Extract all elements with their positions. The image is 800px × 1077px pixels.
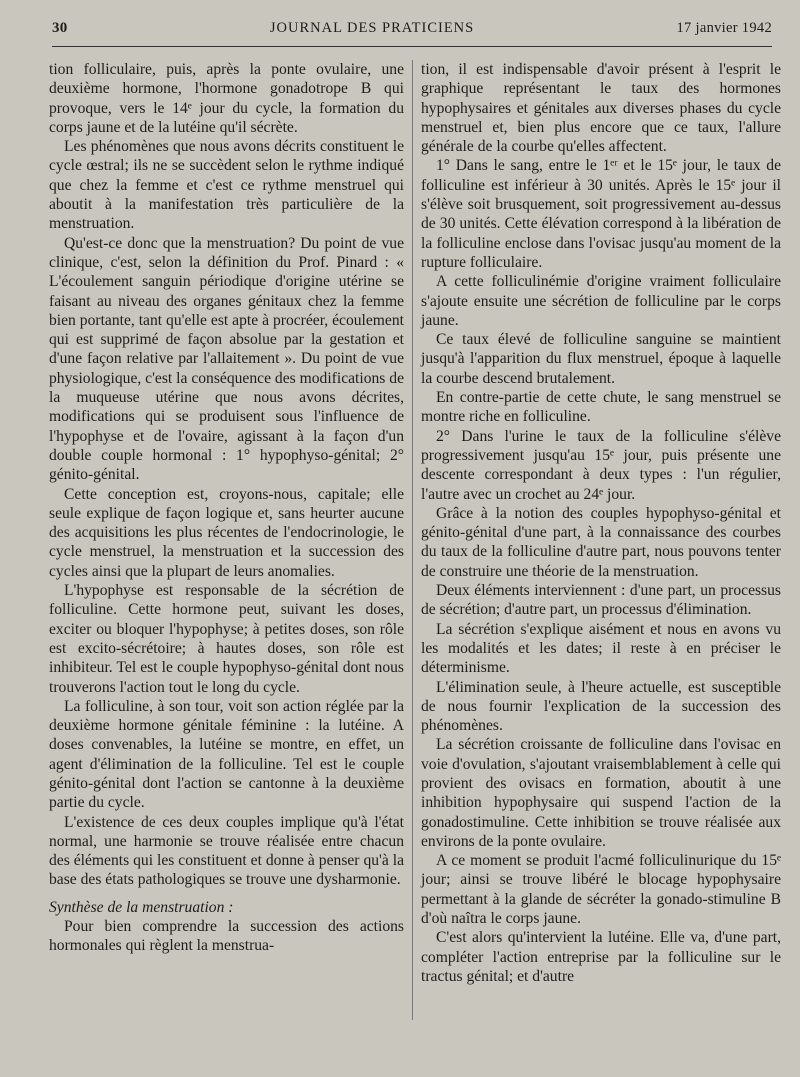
paragraph: Deux éléments interviennent : d'une part, un processus de sécrétion; d'autre part, un processus d'élimination.	[421, 582, 781, 619]
right-column	[421, 60, 781, 986]
paragraph: La sécrétion s'explique aisément et nous en avons vu les modalités et les dates; il reste à en préciser le déterminisme.	[421, 620, 781, 677]
page-number: 30	[52, 20, 68, 36]
paragraph: En contre-partie de cette chute, le sang menstruel se montre riche en folliculine.	[421, 389, 781, 426]
paragraph: Les phénomènes que nous avons décrits constituent le cycle œstral; ils ne se succèdent selon le rythme indiqué que chez la femme et c'est ce rythme menstruel qui aboutit à la manifestation très particulière de la menstruation.	[49, 138, 404, 233]
paragraph: C'est alors qu'intervient la lutéine. Elle va, d'une part, compléter l'action entreprise par la folliculine sur le tractus génital; et d'autre	[421, 929, 781, 985]
left-column	[49, 60, 404, 956]
paragraph: A ce moment se produit l'acmé folliculinurique du 15ᵉ jour; ainsi se trouve libéré le blocage hypophysaire permettant à la glande de sécréter la gonado-stimuline B d'où naîtra le corps jaune.	[421, 852, 781, 928]
issue-date: 17 janvier 1942	[676, 20, 772, 36]
paragraph: A cette folliculinémie d'origine vraiment folliculaire s'ajoute ensuite une sécrétion de folliculine par le corps jaune.	[421, 273, 781, 329]
column-divider	[412, 60, 413, 1020]
paragraph: tion folliculaire, puis, après la ponte ovulaire, une deuxième hormone, l'hormone gonadotrope B qui provoque, vers le 14ᵉ jour du cycle, la formation du corps jaune et de la lutéine qu'il sécrète.	[49, 61, 404, 136]
paragraph: L'existence de ces deux couples implique qu'à l'état normal, une harmonie se trouve réalisée entre chacun des éléments qui les constituent et donne à penser qu'à la base des états pathologiques se trouve une dysharmonie.	[49, 813, 404, 889]
header-rule	[52, 46, 772, 47]
paragraph: Qu'est-ce donc que la menstruation? Du point de vue clinique, c'est, selon la définition du Prof. Pinard : « L'écoulement sanguin périodique d'origine utérine se faisant au niveau des organes génitaux chez la femme bien portante, tant qu'elle est apte à procréer, écoulement qui est supprimé de façon absolue par la gestation et d'une façon relative par l'allaitement ». Du point de vue physiologique, c'est la conséquence des modifications de la muqueuse utérine que nous avons décrites, modifications qui se produisent sous l'influence de l'hypophyse et de l'ovaire, agissant à la façon d'un double couple hormonal : 1° hypophyso-génital; 2° génito-génital.	[49, 234, 404, 484]
paragraph: L'élimination seule, à l'heure actuelle, est susceptible de nous fournir l'explication de la succession des phénomènes.	[421, 678, 781, 735]
paragraph: L'hypophyse est responsable de la sécrétion de folliculine. Cette hormone peut, suivant les doses, exciter ou bloquer l'hypophyse; à petites doses, son rôle est excito-sécrétoire; à hautes doses, son rôle est inhibiteur. Tel est le couple hypophyso-génital dont nous trouverons l'action tout le long du cycle.	[49, 582, 404, 696]
journal-title: JOURNAL DES PRATICIENS	[269, 20, 475, 36]
paragraph: Pour bien comprendre la succession des actions hormonales qui règlent la menstrua-	[49, 918, 404, 955]
page-header	[52, 20, 772, 42]
paragraph: 2° Dans l'urine le taux de la folliculine s'élève progressivement jusqu'au 15ᵉ jour, puis présente une descente correspondant à deux types : l'un régulier, l'autre avec un crochet au 24ᵉ jour.	[421, 427, 781, 503]
paragraph: La folliculine, à son tour, voit son action réglée par la deuxième hormone génitale féminine : la lutéine. A doses convenables, la lutéine se montre, en effet, un agent d'élimination de la folliculine. Tel est le couple génito-génital dont l'action se cantonne à la deuxième partie du cycle.	[49, 697, 404, 812]
paragraph: tion, il est indispensable d'avoir présent à l'esprit le graphique représentant le taux des hormones hypophysaires et génitales aux diverses phases du cycle menstruel et, bien plus encore que ce taux, l'allure générale de la courbe qu'elles affectent.	[421, 61, 781, 156]
paragraph: Grâce à la notion des couples hypophyso-génital et génito-génital d'une part, à la connaissance des courbes du taux de la folliculine d'autre part, nous pouvons tenter de construire une théorie de la menstruation.	[421, 504, 781, 580]
paragraph: La sécrétion croissante de folliculine dans l'ovisac en voie d'ovulation, s'ajoutant vraisemblablement à celle qui provient des ovisacs en formation, aboutit à une inhibition hypophysaire qui suspend l'action de la gonadostimuline. Cette inhibition se trouve réalisée aux environs de la ponte ovulaire.	[421, 736, 781, 850]
paragraph: 1° Dans le sang, entre le 1ᵉʳ et le 15ᵉ jour, le taux de folliculine est inférieur à 30 unités. Après le 15ᵉ jour il s'élève soit brusquement, soit progressivement au-dessus de 30 unités. Cette élévation correspond à la libération de la folliculine enclose dans l'ovisac jusqu'au moment de la rupture folliculaire.	[421, 157, 781, 271]
paragraph: Ce taux élevé de folliculine sanguine se maintient jusqu'à l'apparition du flux menstruel, époque à laquelle la courbe descend brutalement.	[421, 331, 781, 387]
paragraph: Cette conception est, croyons-nous, capitale; elle seule explique de façon logique et, sans heurter aucune des acquisitions les plus récentes de l'endocrinologie, le cycle menstruel, la menstruation et la succession des cycles ainsi que la plupart de leurs anomalies.	[49, 485, 404, 580]
section-subheading: Synthèse de la menstruation :	[49, 898, 234, 916]
